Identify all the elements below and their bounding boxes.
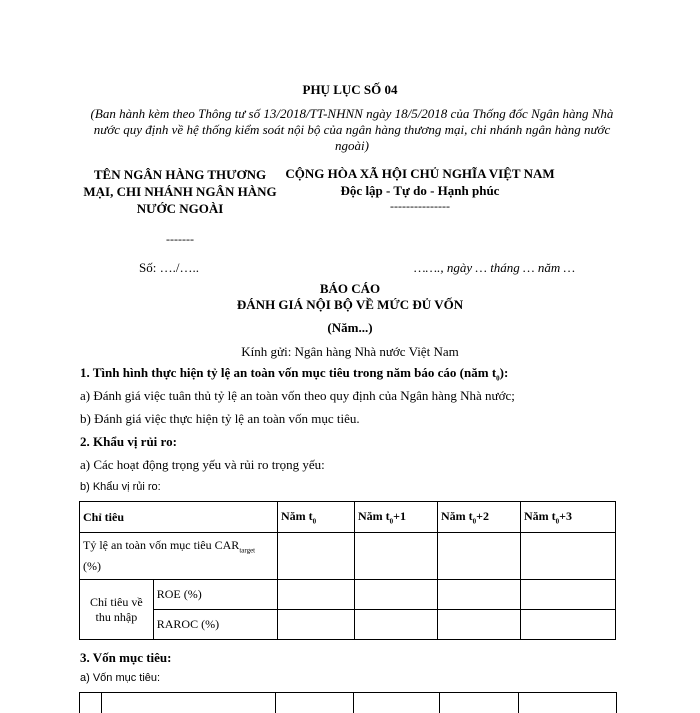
- table-row: [80, 610, 616, 640]
- header-year-1: Năm $t_0+1$: [355, 502, 438, 533]
- national-motto: Độc lập - Tự do - Hạnh phúc: [340, 183, 500, 198]
- table-header-row: [80, 502, 616, 533]
- table-cell[interactable]: [355, 580, 438, 610]
- table-cell[interactable]: [438, 533, 521, 580]
- table-cell[interactable]: [521, 533, 616, 580]
- header-indicator: Chỉ tiêu: [80, 502, 278, 533]
- table-cell[interactable]: [355, 533, 438, 580]
- header-year-2: Năm $t_0+2$: [438, 502, 521, 533]
- header-year-0: Năm $t_0$: [278, 502, 355, 533]
- table-cell[interactable]: [521, 610, 616, 640]
- motto-divider: ---------------: [390, 199, 450, 213]
- row-raroc-label: RAROC (%): [153, 610, 277, 640]
- table-divider: [439, 693, 440, 713]
- section-1-item-b: b) Đánh giá việc thực hiện tỷ lệ an toàn vốn mục tiêu.: [80, 411, 360, 426]
- table-cell[interactable]: [355, 610, 438, 640]
- section-2-heading: 2. Khẩu vị rủi ro:: [80, 434, 177, 449]
- section-3-item-a: a) Vốn mục tiêu:: [80, 672, 161, 684]
- report-year: (Năm...): [327, 320, 373, 335]
- risk-appetite-table: [79, 501, 616, 640]
- recipient-line: Kính gửi: Ngân hàng Nhà nước Việt Nam: [241, 344, 459, 359]
- target-capital-table: [79, 692, 617, 713]
- bank-divider: -------: [166, 232, 194, 246]
- table-cell[interactable]: [521, 580, 616, 610]
- section-2-item-b: b) Khẩu vị rủi ro:: [80, 481, 161, 493]
- section-3-heading: 3. Vốn mục tiêu:: [80, 650, 172, 665]
- table-divider: [275, 693, 276, 713]
- table-cell[interactable]: [278, 533, 355, 580]
- table-cell[interactable]: [278, 610, 355, 640]
- appendix-title: PHỤ LỤC SỐ 04: [302, 82, 398, 97]
- table-row: [80, 533, 616, 580]
- bank-name: TÊN NGÂN HÀNG THƯƠNG MẠI, CHI NHÁNH NGÂN HÀNG NƯỚC NGOÀI: [83, 167, 277, 216]
- row-roe-label: ROE (%): [153, 580, 277, 610]
- table-cell[interactable]: [438, 610, 521, 640]
- section-2-item-a: a) Các hoạt động trọng yếu và rủi ro trọng yếu:: [80, 457, 325, 472]
- table-cell[interactable]: [278, 580, 355, 610]
- document-date: ……., ngày … tháng … năm …: [414, 260, 576, 275]
- row-income-label: Chỉ tiêu về thu nhập: [80, 580, 154, 640]
- section-1-heading: 1. Tình hình thực hiện tỷ lệ an toàn vốn mục tiêu trong năm báo cáo (năm $t_0$):: [80, 365, 509, 383]
- table-cell[interactable]: [438, 580, 521, 610]
- row-car-label: Tỷ lệ an toàn vốn mục tiêu $CAR_{target}$ (%): [80, 533, 278, 580]
- section-1-item-a: a) Đánh giá việc tuân thủ tỷ lệ an toàn vốn theo quy định của Ngân hàng Nhà nước;: [80, 388, 515, 403]
- country-name: CỘNG HÒA XÃ HỘI CHỦ NGHĨA VIỆT NAM: [285, 166, 555, 181]
- header-year-3: Năm $t_0+3$: [521, 502, 616, 533]
- report-subject: ĐÁNH GIÁ NỘI BỘ VỀ MỨC ĐỦ VỐN: [236, 297, 464, 312]
- table-divider: [518, 693, 519, 713]
- report-title: BÁO CÁO: [319, 281, 381, 296]
- table-row: [80, 580, 616, 610]
- appendix-subtitle: (Ban hành kèm theo Thông tư số 13/2018/TT-NHNN ngày 18/5/2018 của Thống đốc Ngân hàng Nhà nước quy định về hệ thống kiểm soát nội bộ của ngân hàng thương mại, chi nhánh ngân hàng nước ngoài): [90, 106, 614, 153]
- table-divider: [101, 693, 102, 713]
- document-number: Số: …./…..: [139, 260, 199, 275]
- table-divider: [616, 693, 617, 713]
- table-divider: [353, 693, 354, 713]
